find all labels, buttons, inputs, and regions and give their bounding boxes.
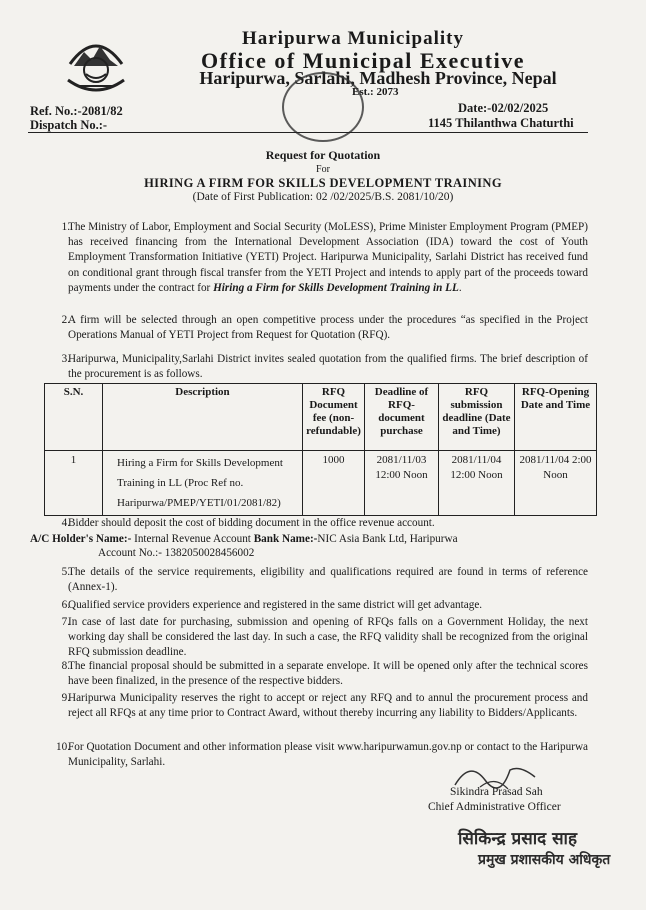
- item-number: 10.: [56, 741, 70, 753]
- item-number: 8.: [61, 660, 70, 672]
- item-text: Qualified service providers experience and registered in the same district will get advantage.: [68, 599, 483, 611]
- header-divider: [28, 132, 588, 133]
- item-text: Haripurwa, Municipality,Sarlahi District invites sealed quotation from the qualified firms. The brief description of the procurement is as follows.: [68, 353, 588, 381]
- bank-name-label: Bank Name:-: [253, 533, 318, 545]
- item-number: 9.: [61, 692, 70, 704]
- item-number: 7.: [61, 616, 70, 628]
- ref-number: Ref. No.:-2081/82: [30, 104, 123, 118]
- item-text: For Quotation Document and other information please visit www.haripurwamun.gov.np or contact to the Haripurwa Municipality, Sarlahi.: [68, 741, 588, 769]
- item-text: The financial proposal should be submitted in a separate envelope. It will be opened only after the technical scores have been finalized, in the presence of the respective bidders.: [68, 660, 588, 688]
- table-header: S.N.: [45, 384, 103, 451]
- item-text: In case of last date for purchasing, submission and opening of RFQs falls on a Government Holiday, the next working day shall be considered the last day. In such a case, the RFQ validity shall be recognized from the original RFQ submission deadline.: [68, 616, 588, 659]
- table-header: RFQ Document fee (non-refundable): [303, 384, 365, 451]
- item-number: 4.: [61, 517, 70, 529]
- item-number: 3.: [61, 353, 70, 365]
- table-header-row: [45, 384, 597, 451]
- signatory-title: Chief Administrative Officer: [428, 801, 561, 813]
- item-number: 1.: [61, 221, 70, 233]
- account-holder-value: Internal Revenue Account: [131, 533, 254, 545]
- account-number: Account No.:- 1382050028456002: [98, 547, 255, 559]
- publication-date: (Date of First Publication: 02 /02/2025/B.S. 2081/10/20): [192, 191, 454, 203]
- procurement-table: [44, 383, 597, 516]
- nepali-date: 1145 Thilanthwa Chaturthi: [428, 116, 574, 130]
- account-holder-label: A/C Holder's Name:-: [30, 533, 132, 545]
- item-number: 2.: [61, 314, 70, 326]
- table-header: RFQ submission deadline (Date and Time): [439, 384, 515, 451]
- item-number: 5.: [61, 566, 70, 578]
- table-header: RFQ-Opening Date and Time: [515, 384, 597, 451]
- header-address: Haripurwa, Sarlahi, Madhesh Province, Nepal: [199, 68, 557, 88]
- item-text: Bidder should deposit the cost of bidding document in the office revenue account.: [68, 517, 435, 529]
- header-office: Office of Municipal Executive: [201, 48, 525, 73]
- item-text: The details of the service requirements, eligibility and qualifications required are found in terms of reference (Annex-1).: [68, 566, 588, 594]
- item-text: A firm will be selected through an open competitive process under the procedures “as specified in the Project Operations Manual of YETI Project from Request for Quotation (RFQ).: [68, 314, 588, 342]
- table-cell: Hiring a Firm for Skills Development Training in LL (Proc Ref no. Haripurwa/PMEP/YETI/01/2081/82): [103, 451, 303, 516]
- signatory-name: Sikindra Prasad Sah: [450, 786, 543, 798]
- request-title: Request for Quotation: [265, 148, 381, 162]
- bank-name-value: NIC Asia Bank Ltd, Haripurwa: [317, 533, 458, 545]
- dispatch-number: Dispatch No.:-: [30, 118, 108, 132]
- nepali-title-stamp: प्रमुख प्रशासकीय अधिकृत: [478, 852, 611, 868]
- header-municipality: Haripurwa Municipality: [241, 28, 465, 49]
- table-row: [45, 451, 597, 516]
- account-holder-line: [30, 532, 458, 547]
- table-header: Deadline of RFQ-document purchase: [365, 384, 439, 451]
- table-cell: 2081/11/04 12:00 Noon: [439, 451, 515, 516]
- table-cell: 1000: [303, 451, 365, 516]
- header-established: Est.: 2073: [352, 86, 399, 98]
- nepali-name-stamp: सिकिन्द्र प्रसाद साह: [458, 829, 577, 849]
- table-cell: 2081/11/03 12:00 Noon: [365, 451, 439, 516]
- item-text: Haripurwa Municipality reserves the right to accept or reject any RFQ and to annul the procurement process and reject all RFQs at any time prior to Contract Award, without thereby incurring any liability to Bidders/Applicants.: [68, 692, 588, 720]
- letter-date: Date:-02/02/2025: [458, 101, 549, 115]
- main-title: HIRING A FIRM FOR SKILLS DEVELOPMENT TRAINING: [144, 176, 502, 190]
- table-cell: 2081/11/04 2:00 Noon: [515, 451, 597, 516]
- item-number: 6.: [61, 599, 70, 611]
- table-header: Description: [103, 384, 303, 451]
- item-text: The Ministry of Labor, Employment and Social Security (MoLESS), Prime Minister Employment Program (PMEP) has received financing from the International Development Association (IDA) toward the cost of Youth Employment Transformation Initiative (YETI) Project. Haripurwa Municipality, Sarlahi District has received fund on conditional grant through fiscal transfer from the YETI Project and intends to apply part of the proceeds toward payments under the contract for Hiring a Firm for Skills Development Training in LL.: [68, 221, 588, 294]
- for-label: For: [316, 164, 330, 175]
- table-cell: 1: [45, 451, 103, 516]
